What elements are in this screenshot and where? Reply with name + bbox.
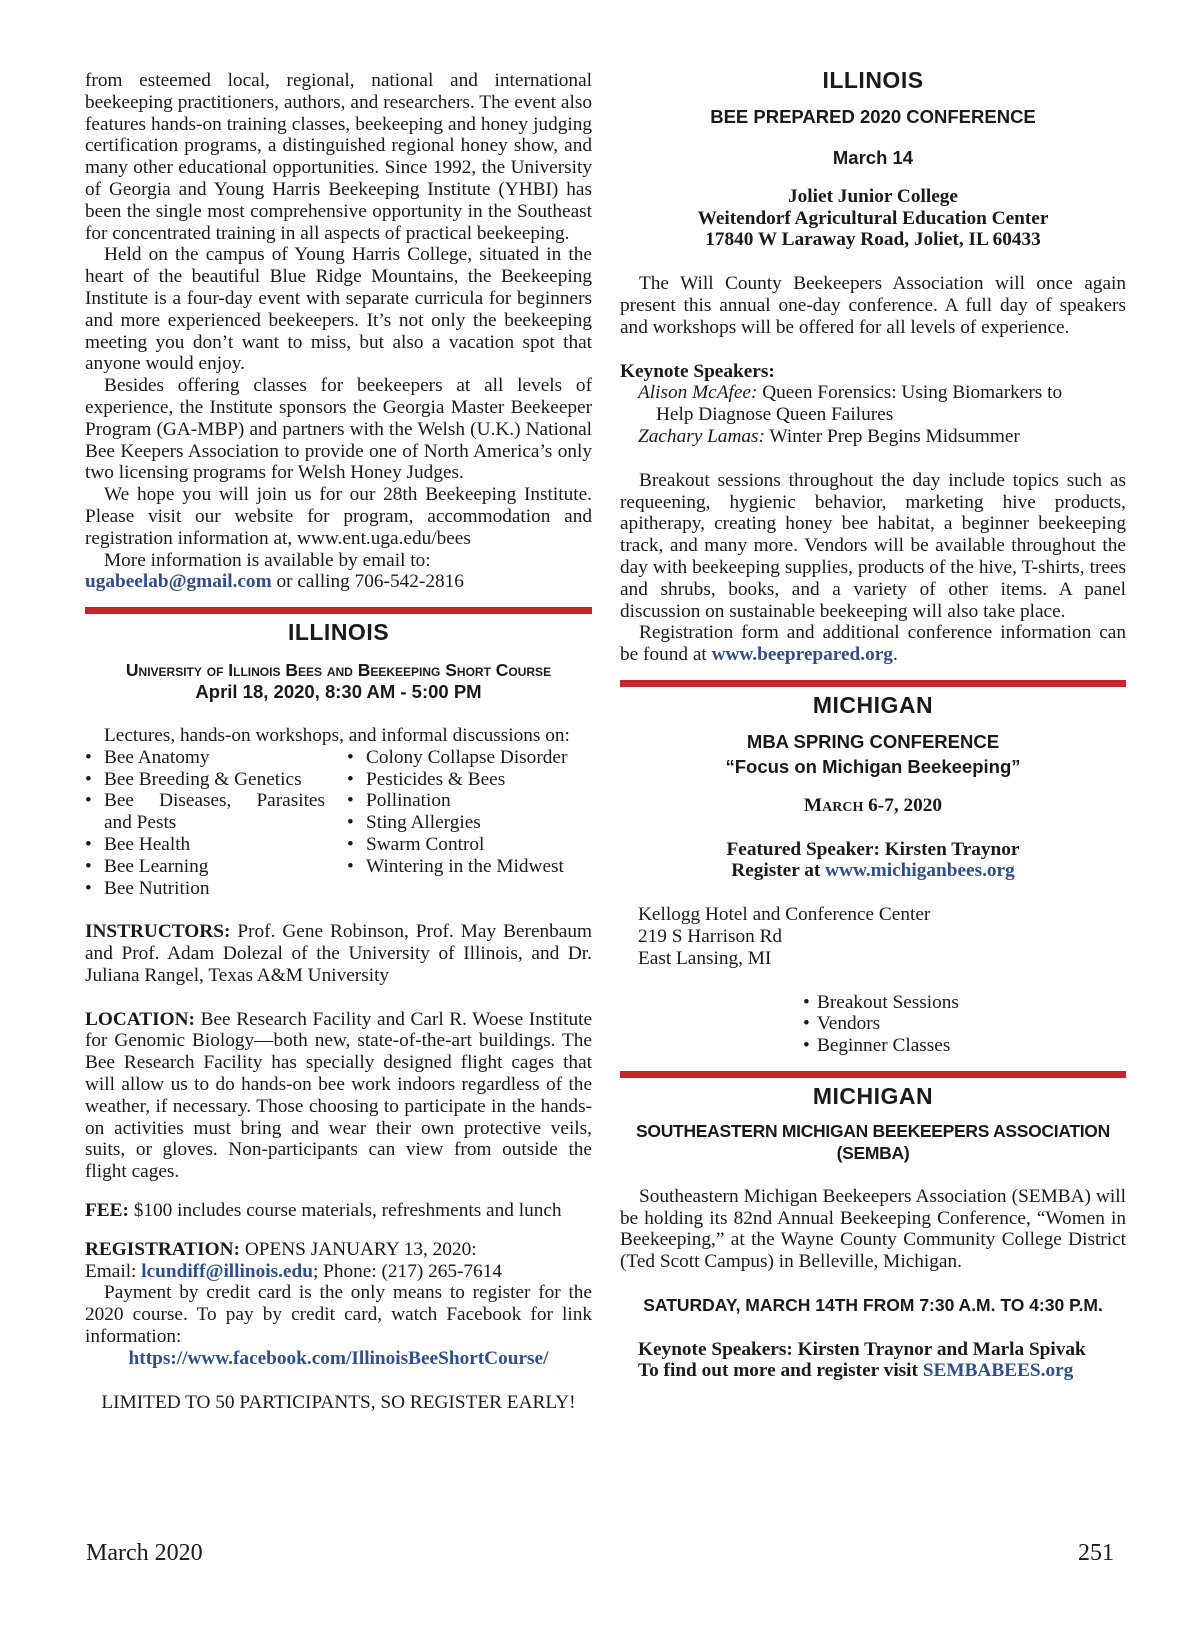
fee-label: FEE:	[85, 1200, 129, 1222]
list-item: • Bee Diseases, Parasites	[85, 790, 325, 812]
intro-paragraph-3: Besides offering classes for beekeepers at all levels of experience, the Institute sponsors the Georgia Master Beekeeper Program (GA-MBP) and partners with the Welsh (U.K.) National Bee Keepers Association to provide one of North America’s only two licensing programs for Welsh Honey Judges.	[85, 375, 592, 484]
list-item: • Sting Allergies	[347, 812, 592, 834]
period: .	[892, 644, 898, 666]
payment-text: Payment by credit card is the only means to register for the 2020 course. To pay by credit card, watch Facebook for link information:	[85, 1282, 592, 1348]
list-item: • Bee Anatomy	[85, 747, 325, 769]
semba-when: SATURDAY, MARCH 14TH FROM 7:30 A.M. TO 4:30 P.M.	[643, 1294, 1103, 1315]
list-item: • Bee Nutrition	[85, 878, 325, 900]
mba-register	[620, 860, 1126, 882]
semba-keynotes: Keynote Speakers: Kirsten Traynor and Marla Spivak	[638, 1338, 1086, 1360]
list-item: • Pesticides & Bees	[347, 769, 592, 791]
bee-prepared-description: The Will County Beekeepers Association will once again present this annual one-day conference. A full day of speakers and workshops will be offered for all levels of experience.	[620, 273, 1126, 338]
featured-speaker: Featured Speaker: Kirsten Traynor	[726, 838, 1020, 860]
venue-name: Joliet Junior College	[788, 185, 958, 207]
list-item: • Bee Health	[85, 834, 325, 856]
instructors	[85, 921, 592, 986]
registration-info-text: Registration form and additional conference information can be found at	[620, 622, 1126, 666]
left-column	[85, 70, 592, 1413]
footer-page-number: 251	[1078, 1540, 1114, 1566]
right-column	[620, 67, 1126, 1382]
topics-list-left	[85, 747, 325, 900]
more-info-text: To find out more and register visit	[638, 1360, 923, 1382]
instructors-text: Prof. Gene Robinson, Prof. May Berenbaum and Prof. Adam Dolezal of the University of Illinois, and Dr. Juliana Rangel, Texas A&M University	[85, 921, 592, 986]
semba-more-info	[620, 1360, 1126, 1382]
section-heading-michigan: MICHIGAN	[812, 691, 934, 718]
fee-text: $100 includes course materials, refreshments and lunch	[128, 1200, 562, 1222]
registration-email-link[interactable]: lcundiff@illinois.edu	[141, 1260, 313, 1282]
location-label: LOCATION:	[85, 1008, 195, 1030]
topics-list-right	[347, 747, 592, 900]
instructors-label: INSTRUCTORS:	[85, 921, 231, 943]
beeprepared-link[interactable]: www.beeprepared.org	[711, 644, 893, 666]
list-item: • Bee Learning	[85, 856, 325, 878]
keynote-speaker-1-cont: Help Diagnose Queen Failures	[656, 404, 894, 426]
keynote-speaker-2	[620, 426, 1126, 448]
registration-text: OPENS JANUARY 13, 2020:	[240, 1238, 477, 1260]
list-item: • Bee Breeding & Genetics	[85, 769, 325, 791]
uga-email-link[interactable]: ugabeelab@gmail.com	[85, 571, 272, 593]
location	[85, 1009, 592, 1183]
speaker-name: Zachary Lamas:	[638, 425, 765, 447]
facebook-link[interactable]: https://www.facebook.com/IllinoisBeeShortCourse/	[128, 1347, 549, 1369]
list-item: • Breakout Sessions	[803, 992, 1126, 1014]
bee-prepared-registration	[620, 622, 1126, 666]
section-divider	[620, 1071, 1126, 1078]
keynote-label: Keynote Speakers:	[620, 360, 775, 382]
mba-title: MBA SPRING CONFERENCE	[746, 730, 1000, 752]
list-item: • Pollination	[347, 790, 592, 812]
section-divider	[620, 680, 1126, 687]
email-label: Email:	[85, 1260, 142, 1282]
venue-address: 17840 W Laraway Road, Joliet, IL 60433	[705, 229, 1041, 251]
section-heading-michigan-2: MICHIGAN	[812, 1082, 934, 1109]
speaker-name: Alison McAfee:	[638, 382, 758, 404]
intro-paragraph-5	[85, 550, 592, 594]
fee	[85, 1200, 592, 1222]
registration-contact	[85, 1261, 592, 1283]
mba-address-line-3: East Lansing, MI	[638, 947, 772, 969]
section-heading-illinois-2: ILLINOIS	[822, 67, 924, 93]
footer-issue: March 2020	[86, 1540, 203, 1566]
mba-features-list	[620, 992, 1126, 1057]
course-date: April 18, 2020, 8:30 AM - 5:00 PM	[195, 680, 482, 702]
speaker-talk: Queen Forensics: Using Biomarkers to	[757, 382, 1063, 404]
list-item: • Beginner Classes	[803, 1035, 1126, 1057]
list-item: • Swarm Control	[347, 834, 592, 856]
register-text: Register at	[731, 860, 826, 882]
venue-building: Weitendorf Agricultural Education Center	[697, 207, 1049, 229]
michiganbees-link[interactable]: www.michiganbees.org	[825, 860, 1015, 882]
bee-prepared-title: BEE PREPARED 2020 CONFERENCE	[710, 105, 1036, 127]
registration-label: REGISTRATION:	[85, 1238, 240, 1260]
sembabees-link[interactable]: SEMBABEES.org	[922, 1360, 1074, 1382]
semba-description: Southeastern Michigan Beekeepers Association (SEMBA) will be holding its 82nd Annual Beekeeping Conference, “Women in Beekeeping,” at the Wayne County Community College District (Ted Scott Campus) in Belleville, Michigan.	[620, 1185, 1126, 1273]
semba-title: SOUTHEASTERN MICHIGAN BEEKEEPERS ASSOCIATION (SEMBA)	[636, 1120, 1110, 1163]
limited-notice: LIMITED TO 50 PARTICIPANTS, SO REGISTER EARLY!	[101, 1391, 576, 1413]
list-item-continuation-text: and Pests	[104, 812, 177, 834]
mba-date-month: March	[803, 794, 864, 816]
list-item: • Wintering in the Midwest	[347, 856, 592, 878]
list-item: • Vendors	[803, 1013, 1126, 1035]
phone-text: ; Phone: (217) 265-7614	[312, 1260, 502, 1282]
intro-paragraph-4: We hope you will join us for our 28th Beekeeping Institute. Please visit our website for program, accommodation and registration information at, www.ent.uga.edu/bees	[85, 484, 592, 549]
location-text: Bee Research Facility and Carl R. Woese Institute for Genomic Biology—both new, state-of-the-art buildings. The Bee Research Facility has specially designed flight cages that will allow us to do hands-on bee work indoors regardless of the weather, if necessary. Those choosing to participate in the hands-on activities must bring and wear their own protective veils, suits, or gloves. Non-participants can view from outside the flight cages.	[85, 1008, 592, 1183]
speaker-talk: Winter Prep Begins Midsummer	[764, 425, 1020, 447]
mba-address-line-2: 219 S Harrison Rd	[638, 925, 783, 947]
contact-text: More information is available by email to:	[104, 549, 431, 571]
mba-date	[620, 795, 1126, 817]
mba-subtitle: “Focus on Michigan Beekeeping”	[725, 755, 1021, 777]
mba-date-days: 6-7, 2020	[863, 794, 943, 816]
mba-address-line-1: Kellogg Hotel and Conference Center	[638, 904, 931, 926]
section-heading-illinois: ILLINOIS	[287, 619, 390, 646]
keynote-speaker-1	[620, 382, 1126, 404]
bee-prepared-date: March 14	[832, 146, 914, 168]
topics-list	[85, 747, 592, 900]
list-item: • Colony Collapse Disorder	[347, 747, 592, 769]
intro-paragraph-2: Held on the campus of Young Harris College, situated in the heart of the beautiful Blue Ridge Mountains, the Beekeeping Institute is a four-day event with separate curricula for beginners and more experienced beekeepers. It’s not only the beekeeping meeting you don’t want to miss, but also a vacation spot that anyone would enjoy.	[85, 244, 592, 375]
intro-paragraph-1: from esteemed local, regional, national and international beekeeping practitioners, authors, and researchers. The event also features hands-on training classes, beekeeping and honey judging certification programs, a distinguished regional honey show, and many other educational opportunities. Since 1992, the University of Georgia and Young Harris Beekeeping Institute (YHBI) has been the single most comprehensive opportunity in the Southeast for concentrated training in all aspects of practical beekeeping.	[85, 70, 592, 244]
contact-phone-text: or calling 706-542-2816	[271, 571, 464, 593]
lectures-intro: Lectures, hands-on workshops, and informal discussions on:	[104, 724, 570, 746]
breakout-description: Breakout sessions throughout the day include topics such as requeening, hygienic behavior, marketing hive products, apitherapy, creating honey bee habitat, a beginner beekeeping track, and many more. Vendors will be available throughout the day with beekeeping supplies, products of the hive, T-shirts, trees and shrubs, books, and a variety of other items. A panel discussion on sustainable beekeeping will also take place.	[620, 469, 1126, 622]
registration	[85, 1239, 592, 1261]
list-item-continuation	[85, 812, 325, 834]
course-title: University of Illinois Bees and Beekeeping Short Course	[125, 659, 552, 680]
section-divider	[85, 607, 592, 614]
